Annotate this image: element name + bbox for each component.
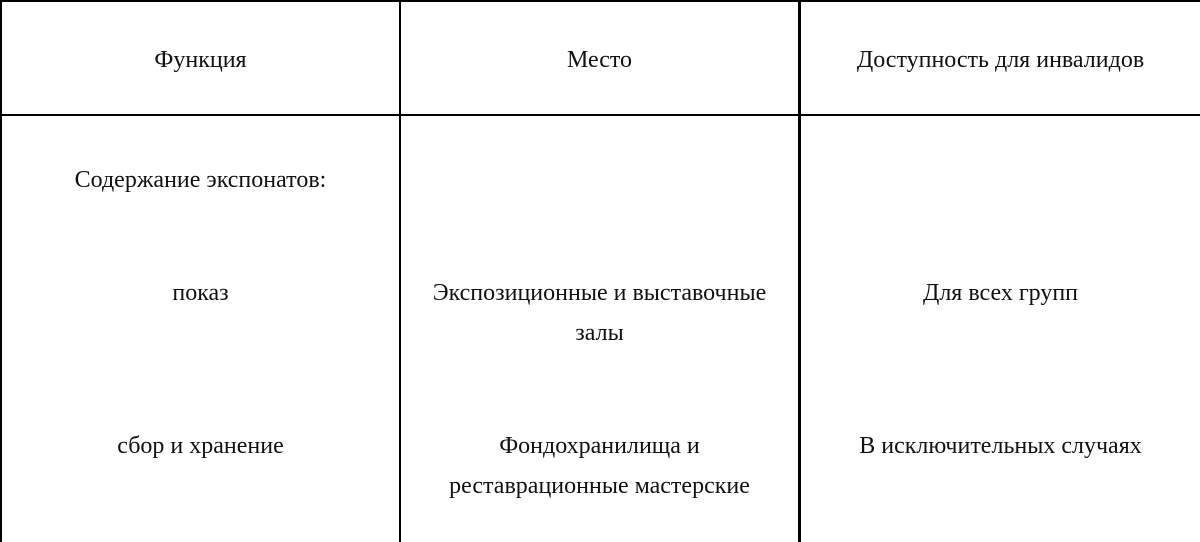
- row-2-place: [401, 426, 798, 506]
- header-divider: [0, 114, 1200, 116]
- row-2-access: В исключительных случаях: [859, 433, 1142, 459]
- row-2-place-line-1: Фондохранилища и: [499, 433, 700, 459]
- row-1-place-line-2: залы: [575, 320, 624, 346]
- row-2-function: сбор и хранение: [117, 433, 284, 459]
- row-1-place: [401, 273, 798, 353]
- header-function: Функция: [154, 47, 247, 73]
- header-place: Место: [566, 47, 633, 73]
- header-accessibility: Доступность для инвалидов: [856, 47, 1145, 73]
- row-1-access: Для всех групп: [922, 280, 1079, 306]
- table-top-border: [0, 0, 1200, 2]
- row-1-place-line-1: Экспозиционные и выставочные: [432, 280, 767, 306]
- row-2-place-line-2: реставрационные мастерские: [449, 473, 750, 499]
- row-1-function: показ: [172, 280, 229, 306]
- subheading-exhibits: Содержание экспонатов:: [74, 167, 327, 193]
